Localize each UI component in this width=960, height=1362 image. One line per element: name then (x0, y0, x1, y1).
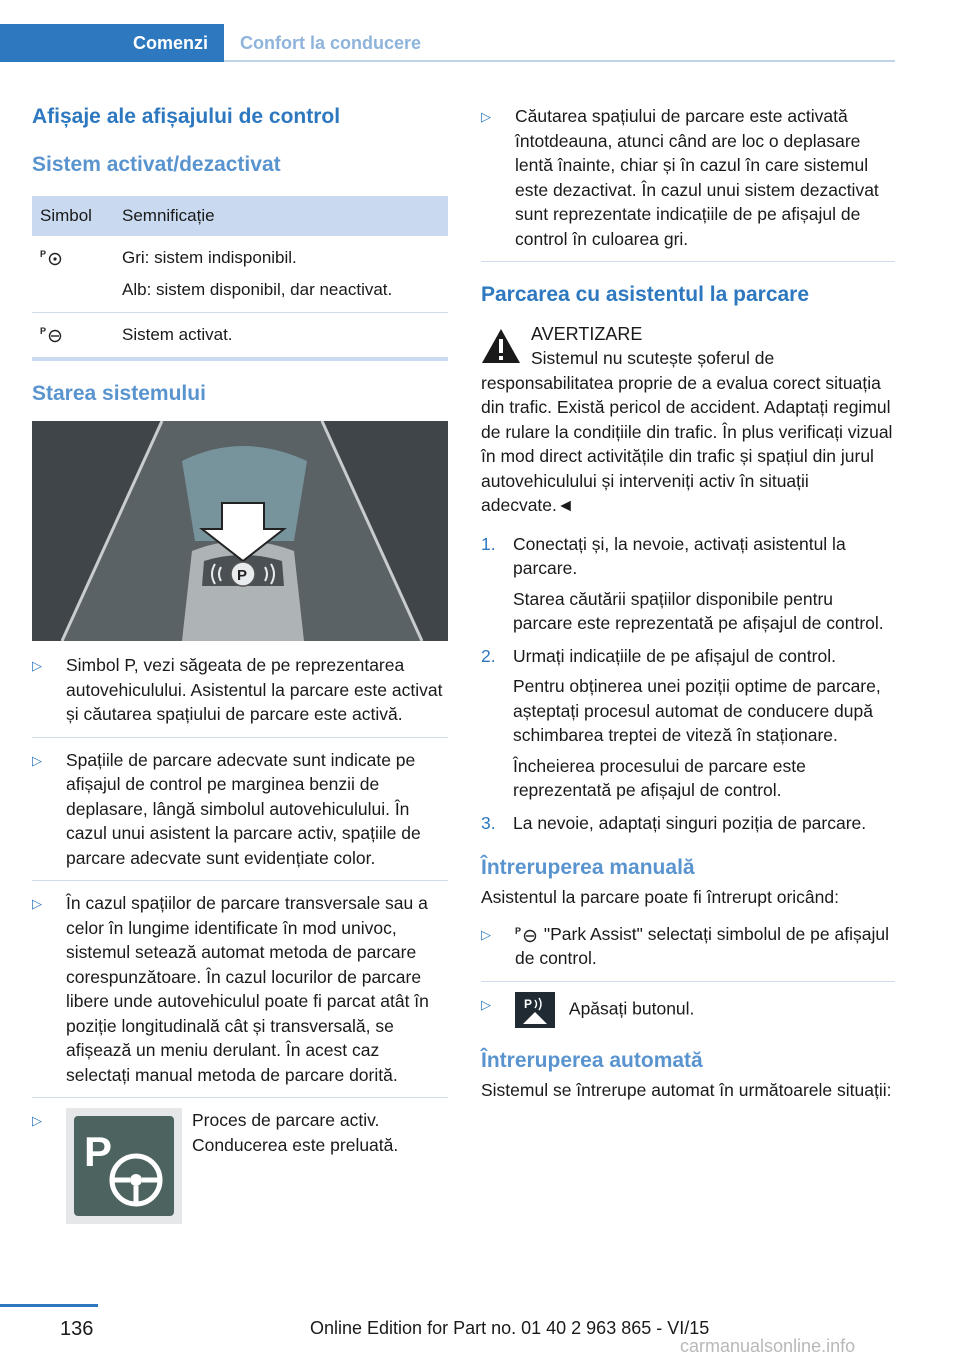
section-title: Afișaje ale afișajului de control (32, 105, 341, 128)
warning-triangle-icon (481, 328, 521, 364)
list-item: ▷ În cazul spațiilor de parcare transversale sau a celor în lungime identificate în mod univoc, sistemul setează automat metoda de parcare corespunzătoare. În cazul locurilor de parcare libere unde autovehiculul poate fi parcat atât în poziție longitudinală cât și transversală, se afișează un meniu derulant. În acest caz selectați manual metoda de parcare dorită. (32, 891, 448, 1098)
edition-text: Online Edition for Part no. 01 40 2 963 865 - VI/15 (310, 1318, 710, 1338)
park-assist-button-icon (515, 992, 555, 1028)
triangle-bullet-icon: ▷ (481, 996, 491, 1012)
triangle-bullet-icon: ▷ (32, 752, 42, 768)
svg-text:P: P (524, 996, 533, 1011)
symbol-table (32, 196, 448, 361)
park-assist-active-icon (40, 325, 64, 343)
table-row (32, 236, 448, 313)
meaning-line: Sistem activat. (122, 325, 233, 344)
meaning-line: Gri: sistem indisponibil. (122, 248, 297, 267)
list-item: 2. Urmați indicațiile de pe afișajul de control. Pentru obținerea unei poziții optime de parcare, așteptați procesul automat de conducere după schimbarea treptei de viteză în staționare. Încheierea procesului de parcare este reprezentată pe afișajul de control. (481, 645, 881, 800)
triangle-bullet-icon: ▷ (481, 926, 491, 942)
page-number: 136 (60, 1318, 94, 1340)
list-item: 1. Conectați și, la nevoie, activați asistentul la parcare. Starea căutării spațiilor disponibile pentru parcare este reprezentată pe afișajul de control. (481, 533, 884, 633)
tab-confort-la-conducere[interactable]: Confort la conducere (240, 33, 422, 53)
watermark: carmanualsonline.info (680, 1336, 856, 1356)
list-item: ▷ P "Park Assist" selectați simbolul de pe afișajul de control. (481, 922, 895, 982)
triangle-bullet-icon: ▷ (32, 658, 42, 673)
subsection-title-system-state: Starea sistemului (32, 382, 206, 405)
chapter-tabs (0, 24, 895, 62)
list-item: ▷ Căutarea spațiului de parcare este activată întotdeauna, atunci când are loc o deplasare lentă înainte, chiar și în cazul în care sistemul este dezactivat. În cazul unui sistem dezactivat sunt reprezentate indicațiile de pe afișajul de control în culoarea gri. (481, 104, 895, 262)
list-item: 3. La nevoie, adaptați singuri poziția de parcare. (481, 812, 867, 833)
search-bullet-list (481, 104, 895, 262)
svg-text:P: P (40, 326, 47, 336)
warning-text: Sistemul nu scutește șoferul de responsabilitatea proprie de a evalua corect situația din trafic. Există pericol de accident. Adaptați regimul de rulare la condițiile din trafic. În plus verificați vizual în mod direct activitățile din trafic și spațiul din jurul autovehiculului și interveniți activ în situații adecvate.◄ (481, 348, 893, 515)
manual-interrupt-text: Asistentul la parcare poate fi întrerupt oricând: (481, 887, 839, 907)
left-column (32, 100, 448, 1234)
list-item: ▷ Simbol P, vezi săgeata de pe reprezentarea autovehiculului. Asistentul la parcare este activat și căutarea spațiului de parcare este activă. (32, 653, 448, 738)
process-active-text: Proces de parcare activ. Conducerea este preluată. (192, 1110, 399, 1155)
tab-comenzi[interactable]: Comenzi (0, 24, 224, 62)
svg-text:P: P (515, 925, 522, 936)
parking-steps-list (481, 532, 895, 836)
parking-display-illustration (32, 421, 448, 641)
list-item: ▷ P Apăsați butonul. (481, 992, 895, 1028)
list-item: ▷ Spațiile de parcare adecvate sunt indicate pe afișajul de control pe marginea benzii de deplasare, lângă simbolul autovehiculului. În cazul unui asistent la parcare activ, spațiile de parcare adecvate sunt evidențiate color. (32, 748, 448, 882)
svg-text:P: P (40, 249, 47, 259)
subsection-title-manual-interrupt: Întreruperea manuală (481, 856, 695, 879)
auto-interrupt-text: Sistemul se întrerupe automat în următoarele situații: (481, 1079, 892, 1100)
footer-accent-line (0, 1304, 98, 1307)
table-row (32, 313, 448, 360)
car-parking-scene (32, 421, 448, 641)
col-header-meaning: Semnificație (114, 196, 448, 236)
triangle-bullet-icon: ▷ (32, 896, 42, 911)
col-header-symbol: Simbol (32, 196, 114, 236)
svg-text:P: P (84, 1128, 113, 1175)
subsection-title-system-status: Sistem activat/dezactivat (32, 153, 281, 176)
svg-text:P: P (237, 567, 248, 584)
triangle-bullet-icon: ▷ (481, 109, 491, 124)
warning-block (481, 322, 895, 518)
park-assist-icon (515, 925, 539, 943)
parking-active-steering-icon (66, 1108, 182, 1224)
park-assist-icon (40, 248, 64, 266)
manual-bullet-list (481, 922, 895, 1028)
triangle-bullet-icon: ▷ (32, 1113, 42, 1128)
state-bullet-list (32, 653, 448, 1224)
subsection-title-auto-interrupt: Întreruperea automată (481, 1048, 703, 1072)
list-item (32, 1108, 448, 1224)
warning-title: AVERTIZARE (531, 324, 643, 344)
tab-underline (224, 60, 895, 62)
right-column (481, 100, 895, 1102)
symbol-table-header (32, 196, 448, 236)
meaning-line: Alb: sistem disponibil, dar neactivat. (122, 280, 393, 299)
section-title-parking-assist: Parcarea cu asistentul la parcare (481, 283, 810, 306)
